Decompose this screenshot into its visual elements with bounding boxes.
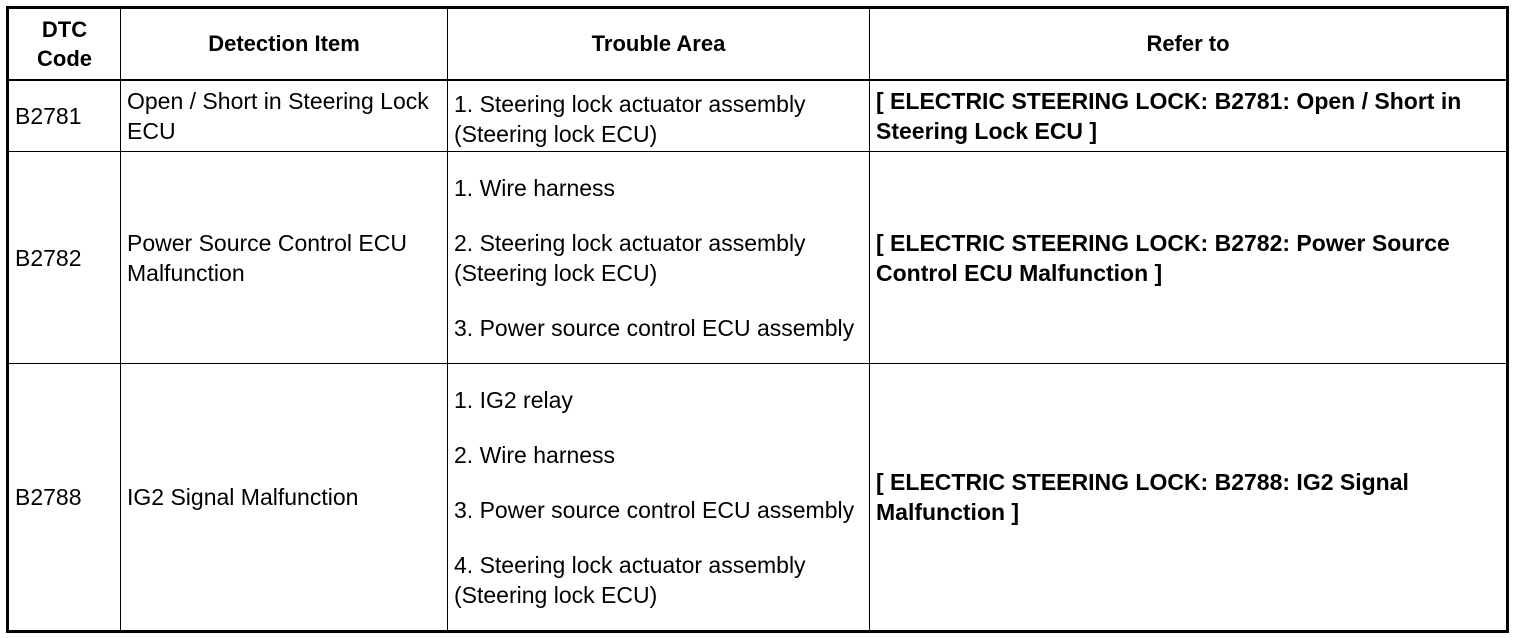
detection-item-cell: Open / Short in Steering Lock ECU [121, 80, 448, 152]
dtc-code-cell: B2788 [8, 364, 121, 632]
trouble-area-cell [448, 80, 870, 152]
trouble-area-cell [448, 364, 870, 632]
dtc-code-cell: B2782 [8, 152, 121, 364]
trouble-area-item: 1. Steering lock actuator assembly (Steering lock ECU) [454, 90, 806, 147]
header-row [8, 8, 1508, 80]
refer-to-link[interactable]: [ ELECTRIC STEERING LOCK: B2782: Power Source Control ECU Malfunction ] [870, 152, 1508, 364]
header-detection-item: Detection Item [121, 8, 448, 80]
header-refer-to: Refer to [870, 8, 1508, 80]
trouble-area-item: 3. Power source control ECU assembly [454, 314, 855, 341]
trouble-area-item: 3. Power source control ECU assembly [454, 496, 855, 523]
refer-to-link[interactable]: [ ELECTRIC STEERING LOCK: B2781: Open / Short in Steering Lock ECU ] [870, 80, 1508, 152]
dtc-table [6, 6, 1509, 633]
header-dtc-code: DTC Code [8, 8, 121, 80]
dtc-code-cell: B2781 [8, 80, 121, 152]
trouble-area-item: 2. Steering lock actuator assembly (Steering lock ECU) [454, 229, 806, 286]
header-trouble-area: Trouble Area [448, 8, 870, 80]
detection-item-cell: Power Source Control ECU Malfunction [121, 152, 448, 364]
table-row [8, 152, 1508, 364]
detection-item-cell: IG2 Signal Malfunction [121, 364, 448, 632]
trouble-area-item: 4. Steering lock actuator assembly (Steering lock ECU) [454, 551, 806, 608]
trouble-area-item: 2. Wire harness [454, 441, 616, 468]
refer-to-link[interactable]: [ ELECTRIC STEERING LOCK: B2788: IG2 Signal Malfunction ] [870, 364, 1508, 632]
trouble-area-item: 1. IG2 relay [454, 386, 573, 413]
trouble-area-cell [448, 152, 870, 364]
trouble-area-item: 1. Wire harness [454, 174, 616, 201]
table-row [8, 364, 1508, 632]
table-row [8, 80, 1508, 152]
